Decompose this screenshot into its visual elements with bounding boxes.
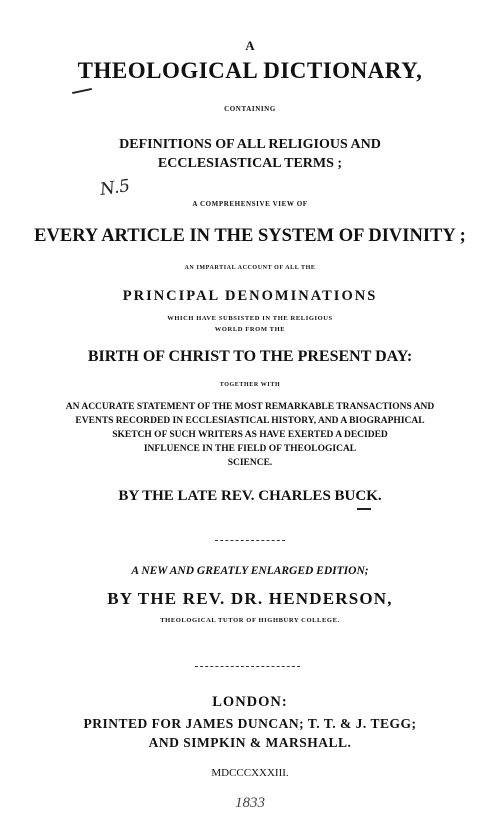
printed-line-2: AND SIMPKIN & MARSHALL. — [148, 735, 352, 750]
underline-mark — [357, 508, 371, 510]
statement-line-4: INFLUENCE IN THE FIELD OF THEOLOGICAL — [143, 444, 357, 454]
editor-title: THEOLOGICAL TUTOR OF HIGHBURY COLLEGE. — [160, 617, 340, 624]
year-line: MDCCCXXXIII. — [211, 767, 289, 779]
article: A — [245, 38, 255, 53]
principal-denominations: PRINCIPAL DENOMINATIONS — [122, 288, 378, 304]
every-article-line: EVERY ARTICLE IN THE SYSTEM OF DIVINITY ; — [34, 226, 466, 246]
edition-line: A NEW AND GREATLY ENLARGED EDITION; — [131, 565, 369, 577]
subsisted-line-2: WORLD FROM THE — [214, 326, 286, 333]
definitions-line-1: DEFINITIONS OF ALL RELIGIOUS AND — [119, 137, 381, 152]
statement-line-5: SCIENCE. — [227, 458, 273, 468]
impartial-label: AN IMPARTIAL ACCOUNT OF ALL THE — [184, 265, 316, 271]
printed-line-1: PRINTED FOR JAMES DUNCAN; T. T. & J. TEGG; — [83, 716, 417, 731]
statement-line-3: SKETCH OF SUCH WRITERS AS HAVE EXERTED A DECIDED — [112, 430, 388, 440]
editor-line: BY THE REV. DR. HENDERSON, — [107, 589, 393, 608]
divider-1 — [215, 540, 285, 541]
statement-line-1: AN ACCURATE STATEMENT OF THE MOST REMARKABLE TRANSACTIONS AND — [65, 402, 435, 412]
definitions-line-2: ECCLESIASTICAL TERMS ; — [157, 156, 343, 171]
handwritten-pencil-mark: N.5 — [98, 176, 132, 200]
book-title: THEOLOGICAL DICTIONARY, — [77, 58, 423, 83]
subsisted-line-1: WHICH HAVE SUBSISTED IN THE RELIGIOUS — [167, 315, 333, 322]
pencil-dash — [72, 88, 92, 94]
place-line: LONDON: — [212, 694, 288, 710]
containing-label: CONTAINING — [224, 105, 276, 113]
handwritten-year: 1833 — [235, 795, 265, 811]
divider-2 — [195, 666, 300, 667]
birth-of-christ-line: BIRTH OF CHRIST TO THE PRESENT DAY: — [87, 348, 413, 365]
comprehensive-label: A COMPREHENSIVE VIEW OF — [192, 200, 308, 208]
author-line: BY THE LATE REV. CHARLES BUCK. — [118, 488, 382, 504]
together-with-label: TOGETHER WITH — [219, 382, 281, 388]
statement-line-2: EVENTS RECORDED IN ECCLESIASTICAL HISTORY, AND A BIOGRAPHICAL — [75, 416, 425, 426]
